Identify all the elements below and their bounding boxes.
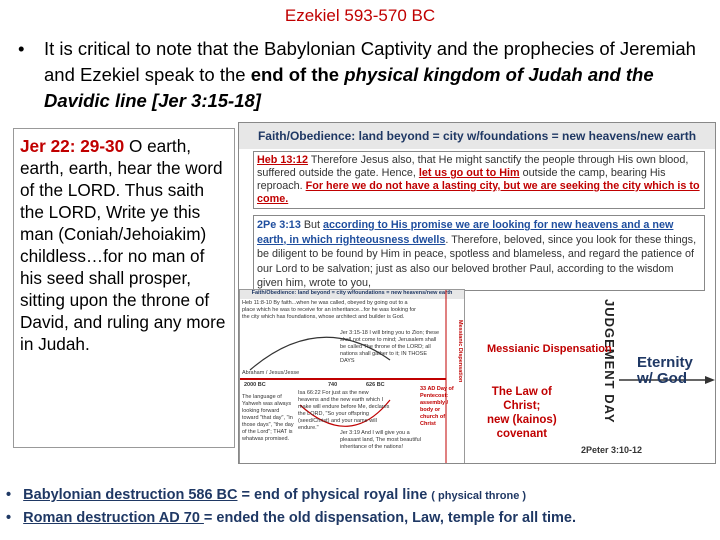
eternity-line2: w/ God	[637, 370, 687, 387]
inner-33ad: 33 AD Day of Pentecost: assembly / body or church of Christ	[420, 386, 454, 427]
inner-jeremiah: Jer 3:15-18 I will bring you to Zion; these shall not come to mind; Jerusalem shall be called The throne of the LORD; all nations shall gather to it; IN THOSE DAYS	[340, 330, 440, 364]
peter-emph1: according to His promise we are looking for new heavens and a new earth, in which righteousness dwells	[257, 219, 674, 246]
eternity-label	[637, 355, 693, 387]
bullet-dot: •	[18, 38, 25, 59]
slide-title: Ezekiel 593-570 BC	[284, 6, 436, 25]
inner-timeline	[239, 289, 465, 464]
bottom-bullet-dot-2: •	[6, 510, 12, 526]
bottom-bullet-2-underlined: Roman destruction AD 70	[23, 510, 204, 526]
scripture-text: O earth, earth, earth, hear the word of the LORD. Thus saith the LORD, Write ye this man (Coniah/Jehoiakim) childless…for no man of his seed shall prosper, sitting upon the throne of David, and ruling any more in Judah.	[20, 136, 226, 354]
inner-626bc: 626 BC	[366, 382, 385, 388]
law-line3: new (kainos)	[487, 414, 557, 426]
hebrews-emph1: let us go out to Him	[418, 167, 520, 179]
inner-740: 740	[328, 382, 338, 388]
scripture-ref: Jer 22: 29-30	[20, 136, 125, 156]
inner-2000bc: 2000 BC	[244, 382, 266, 388]
bottom-bullet-1	[6, 487, 526, 503]
hebrews-text: Therefore Jesus also, that He might sanctify the people through His own blood, suffered outside the gate. Hence,	[257, 154, 689, 179]
law-line2: Christ;	[503, 400, 541, 412]
inner-header: Faith/Obedience: land beyond = city w/foundations = new heavens/new earth	[240, 290, 464, 299]
bottom-bullet-1-underlined: Babylonian destruction 586 BC	[23, 487, 238, 503]
panel-header: Faith/Obedience: land beyond = city w/foundations = new heavens/new earth	[239, 123, 715, 149]
hebrews-ref: Heb 13:12	[257, 154, 309, 166]
peter-text2: . Therefore, beloved, since you look for these things, be diligent to be found by Him in peace, spotless and blameless, and regard the patience of our Lord to be salvation; just as also our beloved brother Paul, according to the wisdom given him, wrote to you,	[257, 233, 697, 289]
peter-text1: But	[300, 219, 324, 231]
hebrews-emph2: For here we do not have a lasting city, but we are seeking the city which is to come.	[257, 180, 700, 205]
inner-isaiah: Isa 66:22 For just as the new heavens and the new earth which I make will endure before Me, declares the LORD, "So your offspring (seed/Christ) and your name will endure."	[298, 390, 390, 431]
judgment-day-label	[597, 293, 619, 443]
inner-hebrews: Heb 11:8-10 By faith...when he was called, obeyed by going out to a place which he was to receive for an inheritance...for he was looking for the city which has foundations, whose architect and builder is God.	[242, 300, 416, 320]
bottom-bullet-1-rest: = end of physical royal line	[237, 487, 432, 503]
main-bullet-bold: end of the	[250, 64, 345, 85]
main-bullet-text	[44, 36, 709, 114]
judgment-day-text: JUDGEMENT DAY	[602, 299, 617, 424]
law-line1: The Law of	[491, 386, 552, 398]
hebrews-text2: outside the camp, bearing His reproach.	[257, 167, 666, 192]
inner-jeremiah3: Jer 3:19 And I will give you a pleasant land, The most beautiful inheritance of the nations!	[340, 430, 421, 450]
peter-quote	[253, 215, 705, 291]
eternity-line1: Eternity	[637, 354, 693, 371]
peter-ref: 2Pe 3:13	[257, 219, 301, 231]
bottom-bullet-2	[6, 510, 576, 526]
hebrews-quote	[253, 151, 705, 209]
main-bullet-bold-italic: physical kingdom of Judah and the Davidic line [Jer 3:15-18]	[44, 64, 654, 111]
law-of-christ	[487, 385, 557, 441]
bottom-bullet-1-small: ( physical throne )	[431, 490, 527, 502]
scripture-box	[13, 128, 235, 448]
inner-abraham: Abraham / Jesus/Jesse	[242, 370, 300, 376]
inner-language: The language of Yahweh was always looking forward toward "that day", "in those days", "the day of the Lord"; THAT is whatwas promised.	[242, 394, 294, 442]
messianic-dispensation: Messianic Dispensation	[487, 343, 612, 355]
bottom-bullet-2-rest: = ended the old dispensation, Law, temple for all time.	[203, 510, 577, 526]
peter-reference: 2Peter 3:10-12	[581, 445, 643, 455]
main-bullet-plain: It is critical to note that the Babylonian Captivity and the prophecies of Jeremiah and Ezekiel speak to the	[44, 38, 696, 85]
law-line4: covenant	[496, 428, 548, 440]
timeline-panel	[238, 122, 716, 464]
inner-messianic-vertical: Messianic Dispensation	[457, 320, 463, 383]
bottom-bullet-dot-1: •	[6, 487, 12, 503]
